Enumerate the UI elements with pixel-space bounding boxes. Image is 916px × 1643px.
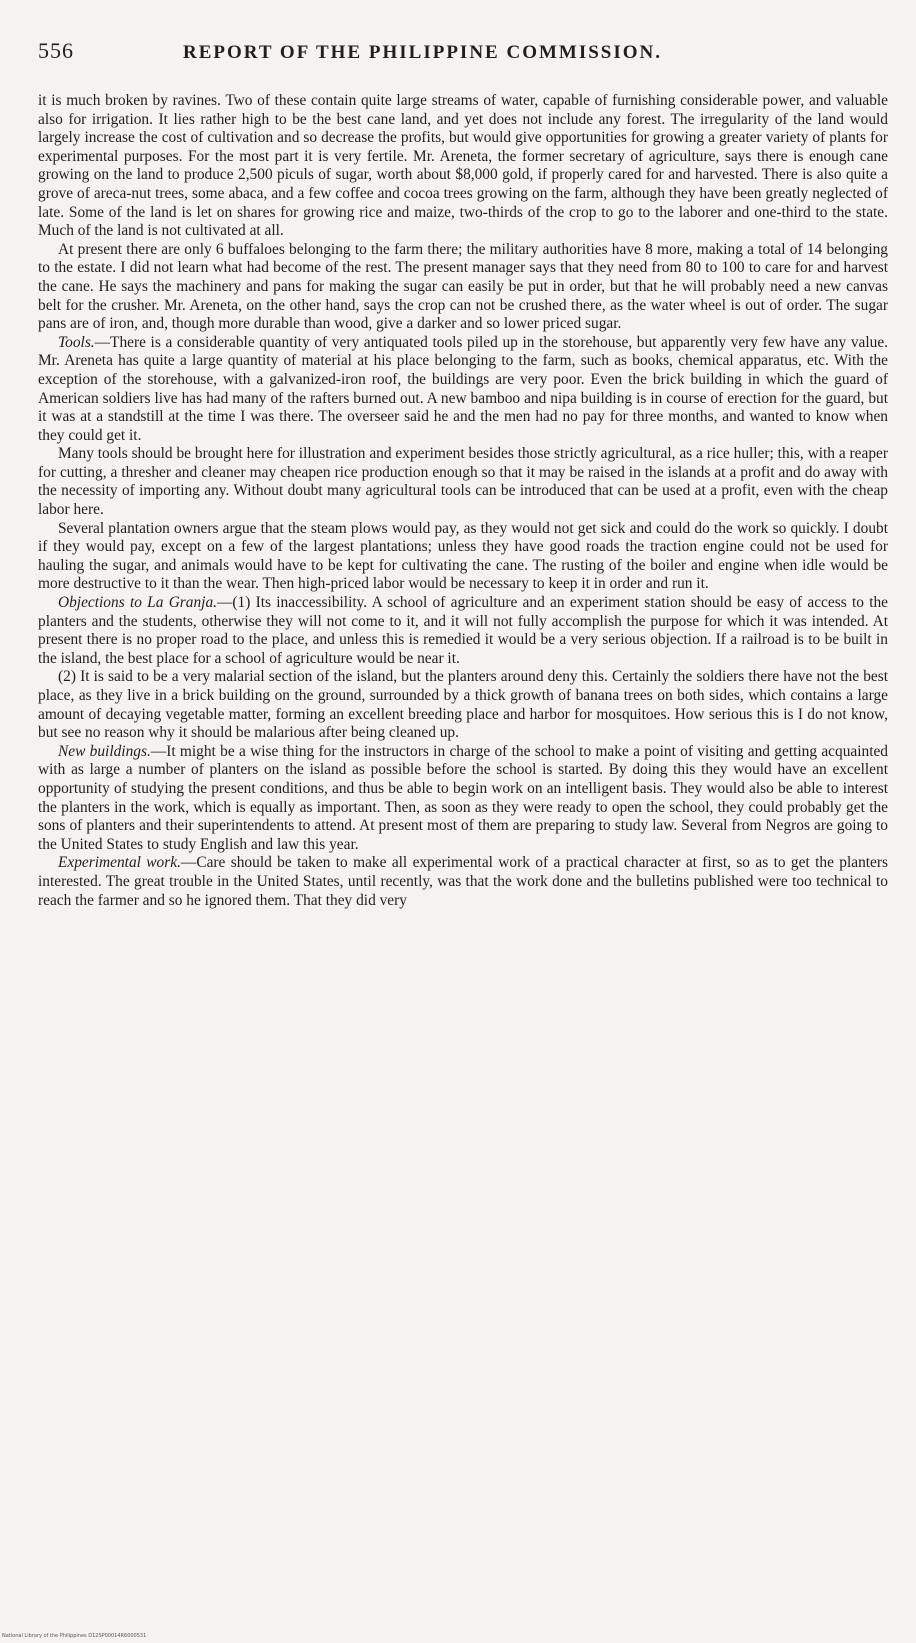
paragraph xyxy=(38,92,888,241)
page-header xyxy=(38,38,888,84)
paragraph-text: —It might be a wise thing for the instructors in charge of the school to make a point of visiting and getting acquainted with as large a number of planters on the island as possible before the school is started. By doing this they would have an excellent opportunity of studying the present conditions, and thus be able to begin work on an intelligent basis. They would also be able to interest the planters in the work, which is equally as important. Then, as soon as they were ready to open the school, they could probably get the sons of planters and their superintendents to attend. At present most of them are preparing to study law. Several from Negros are going to the United States to study English and law this year. xyxy=(38,742,888,853)
paragraph xyxy=(38,854,888,910)
paragraph-text: (2) It is said to be a very malarial section of the island, but the planters around deny this. Certainly the soldiers there have not the best place, as they live in a brick building on the ground, surrounded by a thick growth of banana trees on both sides, which contains a large amount of decaying vegetable matter, forming an excellent breeding place and harbor for mosquitoes. How serious this is I do not know, but see no reason why it should be malarious after being cleaned up. xyxy=(38,668,888,742)
paragraph-text: —(1) Its inaccessibility. A school of agriculture and an experiment station should be easy of access to the planters and the students, otherwise they will not come to it, and it will not fully accomplish the purpose for which it was intended. At present there is no proper road to the place, and unless this is remedied it would be a very serious objection. If a railroad is to be built in the island, the best place for a school of agriculture would be near it. xyxy=(38,594,888,667)
running-title: REPORT OF THE PHILIPPINE COMMISSION. xyxy=(183,42,663,63)
paragraph-text: it is much broken by ravines. Two of these contain quite large streams of water, capable of furnishing considerable power, and valuable also for irrigation. It lies rather high to be the best cane land, and yet does not include any forest. The irregularity of the land would largely increase the cost of cultivation and so decrease the profits, but would give opportunities for growing a greater variety of plants for experimental purposes. For the most part it is very fertile. Mr. Areneta, the former secretary of agriculture, says there is enough cane growing on the land to produce 2,500 piculs of sugar, worth about $8,000 gold, if properly cared for and harvested. There is also quite a grove of areca-nut trees, some abaca, and a few coffee and cocoa trees growing on the farm, although they have been greatly neglected of late. Some of the land is let on shares for growing rice and maize, two-thirds of the crop to go to the laborer and one-third to the state. Much of the land is not cultivated at all. xyxy=(38,92,888,240)
paragraph-text: —There is a considerable quantity of very antiquated tools piled up in the storehouse, but apparently very few have any value. Mr. Areneta has quite a large quantity of material at his place belonging to the farm, such as books, chemical apparatus, etc. With the exception of the storehouse, with a galvanized-iron roof, the buildings are very poor. Even the brick building in which the guard of American soldiers live has had many of the rafters burned out. A new bamboo and nipa building is in course of erection for the guard, but it was at a standstill at the time I was there. The overseer said he and the men had no pay for three months, and wanted to know when they could get it. xyxy=(38,333,888,444)
paragraph-text: Several plantation owners argue that the steam plows would pay, as they would not get sick and could do the work so quickly. I doubt if they would pay, except on a few of the largest plantations; unless they have good roads the traction engine could not be used for hauling the sugar, and animals would have to be kept for cultivating the cane. The rusting of the boiler and engine when idle would be more destructive to it than the wear. Then high-priced labor would be necessary to keep it in order and run it. xyxy=(38,519,888,593)
paragraph-text: At present there are only 6 buffaloes belonging to the farm there; the military authorities have 8 more, making a total of 14 belonging to the estate. I did not learn what had become of the rest. The present manager says that they need from 80 to 100 to care for and harvest the cane. He says the machinery and pans for making the sugar can easily be put in order, but that he will probably need a new canvas belt for the crusher. Mr. Areneta, on the other hand, says the crop can not be crushed there, as the water wheel is out of order. The sugar pans are of iron, and, though more durable than wood, give a darker and so lower priced sugar. xyxy=(38,240,888,333)
paragraph xyxy=(38,334,888,446)
paragraph xyxy=(38,668,888,742)
document-page xyxy=(38,38,888,910)
scan-source-footer: National Library of the Philippines D12SP00014R6000531 xyxy=(2,1633,147,1639)
body-text xyxy=(38,92,888,910)
section-heading: New buildings. xyxy=(58,742,151,760)
paragraph xyxy=(38,594,888,668)
paragraph xyxy=(38,520,888,594)
paragraph xyxy=(38,445,888,519)
section-heading: Tools. xyxy=(58,333,95,351)
paragraph xyxy=(38,241,888,334)
section-heading: Objections to La Granja. xyxy=(58,594,218,612)
section-heading: Experimental work. xyxy=(58,854,181,872)
paragraph-text: —Care should be taken to make all experimental work of a practical character at first, so as to get the planters interested. The great trouble in the United States, until recently, was that the work done and the bulletins published were too technical to reach the farmer and so he ignored them. That they did very xyxy=(38,854,888,909)
paragraph xyxy=(38,743,888,855)
page-number: 556 xyxy=(38,38,74,63)
paragraph-text: Many tools should be brought here for illustration and experiment besides those strictly agricultural, as a rice huller; this, with a reaper for cutting, a thresher and cleaner may cheapen rice production enough so that it may be raised in the islands at a profit and do away with the necessity of importing any. Without doubt many agricultural tools can be introduced that can be used at a profit, even with the cheap labor here. xyxy=(38,445,888,519)
